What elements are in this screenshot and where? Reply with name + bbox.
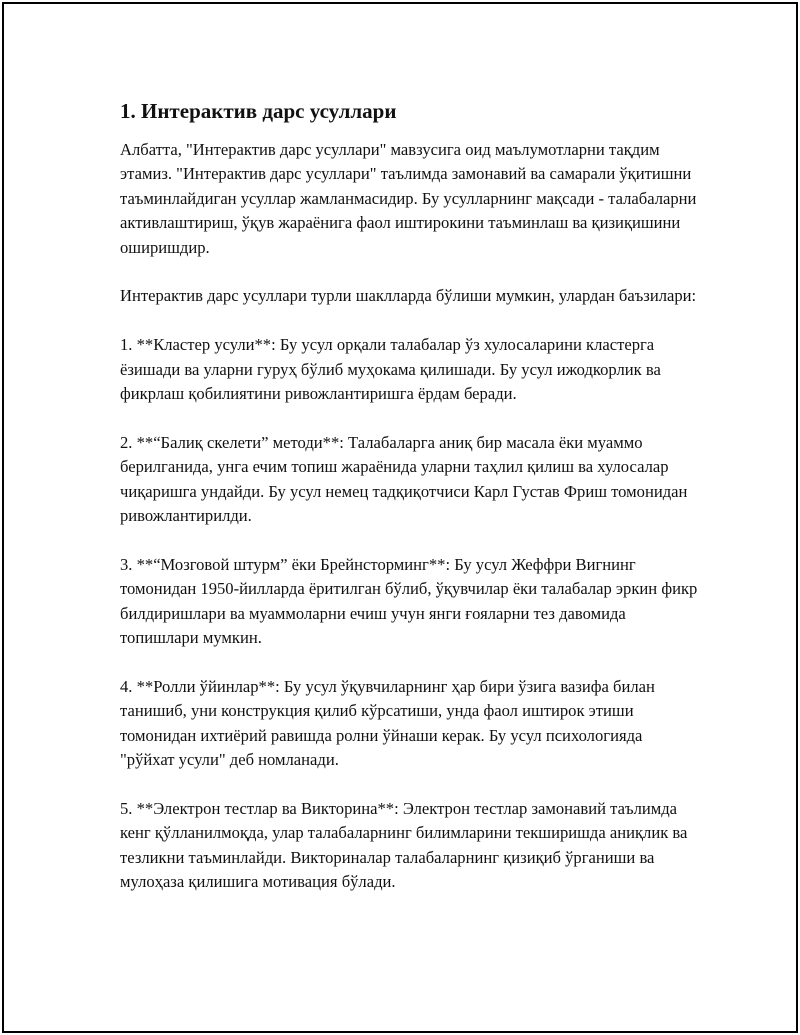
method-brainstorming-paragraph: 3. **“Мозговой штурм” ёки Брейнсторминг**: Бу усул Жеффри Вигнинг томонидан 1950-йилларда ёритилган бўлиб, ўқувчилар ёки талабалар эркин фикр билдиришлари ва муаммоларни ечиш учун янги ғояларни тез давомида топишлари мумкин. [120,554,698,648]
method-electronic-tests-paragraph: 5. **Электрон тестлар ва Викторина**: Электрон тестлар замонавий таълимда кенг қўлланилмоқда, улар талабаларнинг билимларини текширишда аниқлик ва тезликни таъминлайди. Викториналар талабаларнинг қизиқиб ўрганиши ва мулоҳаза қилишига мотивация бўлади. [120,798,688,892]
document-body [120,98,700,919]
methods-intro-paragraph: Интерактив дарс усуллари турли шаклларда бўлиши мумкин, улардан баъзилари: [120,286,697,306]
page-frame [2,2,798,1033]
document-title: 1. Интерактив дарс усуллари [120,99,397,123]
method-fishbone-paragraph: 2. **“Балиқ скелети” методи**: Талабаларга аниқ бир масала ёки муаммо берилганида, унга ечим топиш жараёнида уларни таҳлил қилиш ва хулосалар чиқаришга ундайди. Бу усул немец тадқиқотчиси Карл Густав Фриш томонидан ривожлантирилди. [120,432,688,526]
intro-paragraph: Албатта, "Интерактив дарс усуллари" мавзусига оид маълумотларни тақдим этамиз. "Интерактив дарс усуллари" таълимда замонавий ва самарали ўқитишни таъминлайдиган усуллар жамланмасидир. Бу усулларнинг мақсади - талабаларни активлаштириш, ўқув жараёнига фаол иштирокини таъминлаш ва қизиқишини оширишдир. [120,140,697,257]
method-role-play-paragraph: 4. **Ролли ўйинлар**: Бу усул ўқувчиларнинг ҳар бири ўзига вазифа билан танишиб, уни конструкция қилиб кўрсатиши, унда фаол иштирок этиши томонидан ихтиёрий равишда ролни ўйнаши керак. Бу усул психологияда "рўйхат усули" деб номланади. [120,676,655,770]
method-cluster-paragraph: 1. **Кластер усули**: Бу усул орқали талабалар ўз хулосаларини кластерга ёзишади ва уларни гуруҳ бўлиб муҳокама қилишади. Бу усул ижодкорлик ва фикрлаш қобилиятини ривожлантиришга ёрдам беради. [120,335,661,404]
